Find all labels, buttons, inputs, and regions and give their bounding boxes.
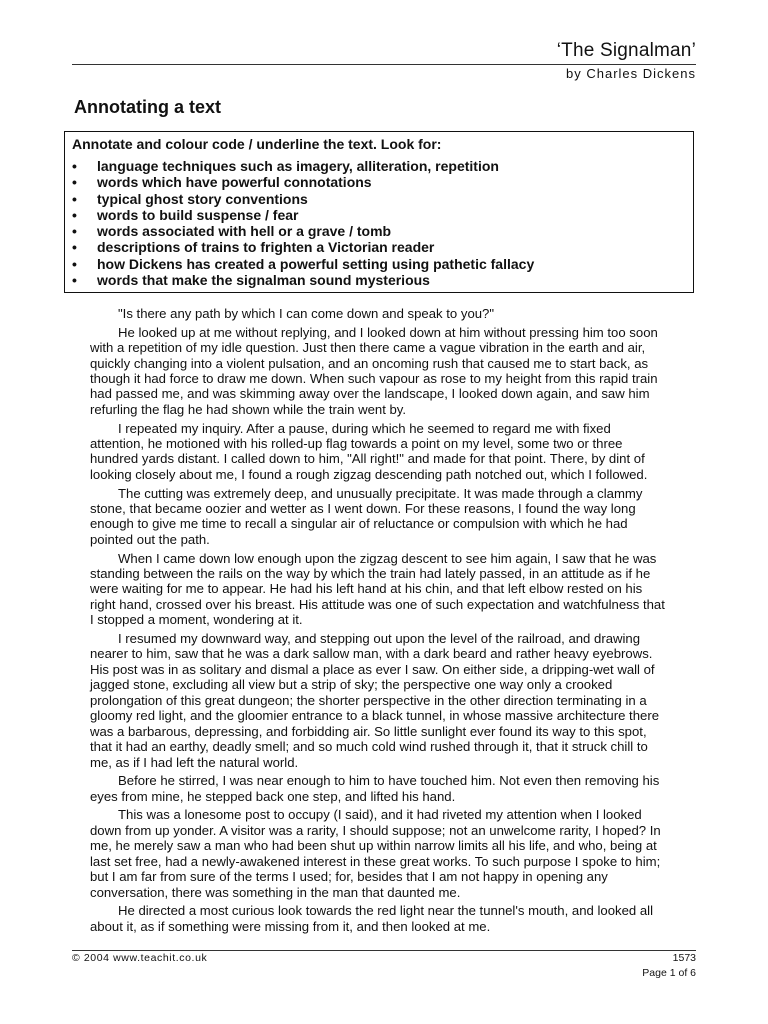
header-author: by Charles Dickens (566, 66, 696, 81)
footer-rule (72, 950, 696, 951)
paragraph: I resumed my downward way, and stepping out upon the level of the railroad, and drawing nearer to him, saw that he was a dark sallow man, with a dark beard and rather heavy eyebrows. His post was in as solitary and dismal a place as ever I saw. On either side, a dripping-wet wall of jagged stone, excluding all view but a strip of sky; the perspective one way only a crooked prolongation of this great dungeon; the shorter perspective in the other direction terminating in a gloomy red light, and the gloomier entrance to a black tunnel, in whose massive architecture there was a barbarous, depressing, and forbidding air. So little sunlight ever found its way to this spot, that it had an earthy, deadly smell; and so much cold wind rushed through it, that it struck chill to me, as if I had left the natural world. (90, 631, 660, 770)
instructions-title: Annotate and colour code / underline the text. Look for: (72, 136, 442, 152)
paragraph: I repeated my inquiry. After a pause, during which he seemed to regard me with fixed attention, he motioned with his rolled-up flag towards a point on my level, some two or three hundred yards distant. I called down to him, "All right!" and made for that point. There, by dint of looking closely about me, I found a rough zigzag descending path notched out, which I followed. (90, 420, 648, 482)
story-passage (90, 306, 668, 937)
paragraph: This was a lonesome post to occupy (I said), and it had riveted my attention when I looked down from up yonder. A visitor was a rarity, I should suppose; not an unwelcome rarity, I hoped? In me, he merely saw a man who had been shut up within narrow limits all his life, and who, being at last set free, had a newly-awakened interest in these great works. To such purpose I spoke to him; but I am far from sure of the terms I used; for, besides that I am not happy in opening any conversation, there was something in the man that daunted me. (90, 807, 661, 900)
list-item-text: typical ghost story conventions (97, 190, 308, 207)
footer-copyright: © 2004 www.teachit.co.uk (72, 952, 208, 964)
list-item-text: words that make the signalman sound mysterious (97, 272, 430, 289)
paragraph: The cutting was extremely deep, and unusually precipitate. It was made through a clammy stone, that became oozier and wetter as I went down. For these reasons, I found the way long enough to give me time to recall a singular air of reluctance or compulsion with which he had pointed out the path. (90, 485, 643, 547)
bullet-icon: • (72, 272, 77, 289)
list-item (72, 239, 686, 255)
list-item (72, 158, 686, 174)
list-item-text: words to build suspense / fear (97, 206, 299, 223)
bullet-icon: • (72, 174, 77, 191)
list-item-text: descriptions of trains to frighten a Victorian reader (97, 239, 435, 256)
list-item (72, 174, 686, 190)
list-item (72, 272, 686, 288)
list-item (72, 256, 686, 272)
list-item-text: how Dickens has created a powerful setting using pathetic fallacy (97, 255, 535, 272)
header-rule (72, 64, 696, 65)
bullet-icon: • (72, 223, 77, 240)
list-item-text: words associated with hell or a grave / tomb (97, 223, 392, 240)
list-item-text: words which have powerful connotations (97, 174, 372, 191)
bullet-icon: • (72, 206, 77, 223)
list-item (72, 207, 686, 223)
bullet-icon: • (72, 158, 77, 174)
paragraph: He looked up at me without replying, and I looked down at him without pressing him too soon with a repetition of my idle question. Just then there came a vague vibration in the earth and air, quickly changing into a violent pulsation, and an oncoming rush that caused me to start back, as though it had force to draw me down. When such vapour as rose to my height from this rapid train had passed me, and was skimming away over the landscape, I looked down again, and saw him refurling the flag he had shown while the train went by. (90, 324, 658, 417)
paragraph: When I came down low enough upon the zigzag descent to see him again, I saw that he was standing between the rails on the way by which the train had lately passed, in an attitude as if he were waiting for me to appear. He had his left hand at his chin, and that left elbow rested on his right hand, crossed over his breast. His attitude was one of such expectation and watchfulness that I stopped a moment, wondering at it. (90, 550, 665, 628)
list-item (72, 191, 686, 207)
instructions-box (64, 131, 694, 293)
footer-resource-code: 1573 (672, 952, 696, 964)
list-item (72, 223, 686, 239)
bullet-icon: • (72, 190, 77, 207)
paragraph: "Is there any path by which I can come down and speak to you?" (118, 306, 495, 321)
paragraph: He directed a most curious look towards the red light near the tunnel's mouth, and looked all about it, as if something were missing from it, and then looked at me. (90, 903, 654, 934)
header-title: ‘The Signalman’ (556, 40, 696, 61)
paragraph: Before he stirred, I was near enough to him to have touched him. Not even then removing his eyes from mine, he stepped back one step, and lifted his hand. (90, 773, 660, 804)
footer-page-number: Page 1 of 6 (642, 967, 696, 979)
instructions-list (72, 158, 686, 288)
bullet-icon: • (72, 239, 77, 256)
page-heading: Annotating a text (74, 97, 221, 117)
bullet-icon: • (72, 255, 77, 272)
list-item-text: language techniques such as imagery, alliteration, repetition (97, 158, 499, 174)
